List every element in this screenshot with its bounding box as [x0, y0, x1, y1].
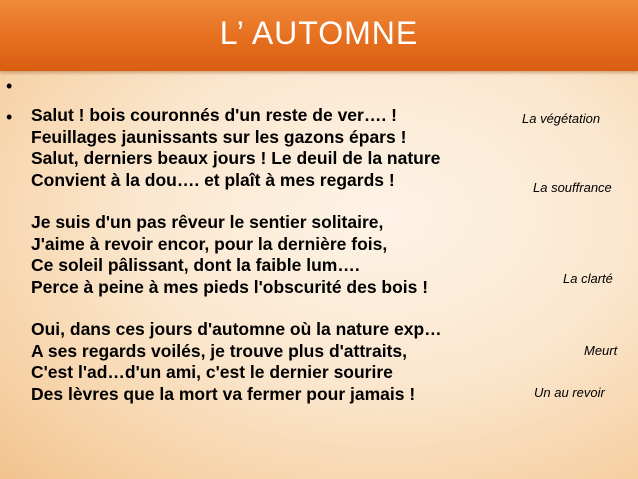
stanza-3 [31, 319, 531, 405]
poem-line: J'aime à revoir encor, pour la dernière fois, [31, 233, 388, 254]
poem-line: Convient à la dou…. et plaît à mes regards ! [31, 169, 395, 190]
poem-line: Je suis d'un pas rêveur le sentier solitaire, [31, 212, 384, 232]
title-bar [0, 0, 638, 71]
poem-text [31, 105, 531, 405]
poem-line: Salut, derniers beaux jours ! Le deuil de la nature [31, 148, 441, 168]
stanza-1 [31, 105, 531, 191]
poem-bullet: • [6, 107, 13, 127]
stanza-2 [31, 212, 531, 298]
poem-line: Ce soleil pâlissant, dont la faible lum…. [31, 255, 360, 275]
poem-line: Oui, dans ces jours d'automne où la nature exp… [31, 319, 442, 339]
note-au-revoir: Un au revoir [534, 385, 605, 400]
note-souffrance: La souffrance [533, 180, 612, 195]
note-meurt: Meurt [584, 343, 618, 358]
slide-title: L’ AUTOMNE [219, 15, 419, 51]
note-clarte: La clarté [563, 271, 613, 286]
poem-line: Salut ! bois couronnés d'un reste de ver…. ! [31, 105, 397, 125]
poem-line: Feuillages jaunissants sur les gazons épars ! [31, 126, 407, 147]
poem-line: Des lèvres que la mort va fermer pour jamais ! [31, 383, 416, 404]
poem-line: C'est l'ad…d'un ami, c'est le dernier sourire [31, 362, 393, 382]
poem-line: A ses regards voilés, je trouve plus d'attraits, [31, 340, 408, 361]
poem-line: Perce à peine à mes pieds l'obscurité des bois ! [31, 276, 429, 297]
empty-bullet: • [6, 76, 13, 96]
note-vegetation: La végétation [522, 111, 601, 126]
